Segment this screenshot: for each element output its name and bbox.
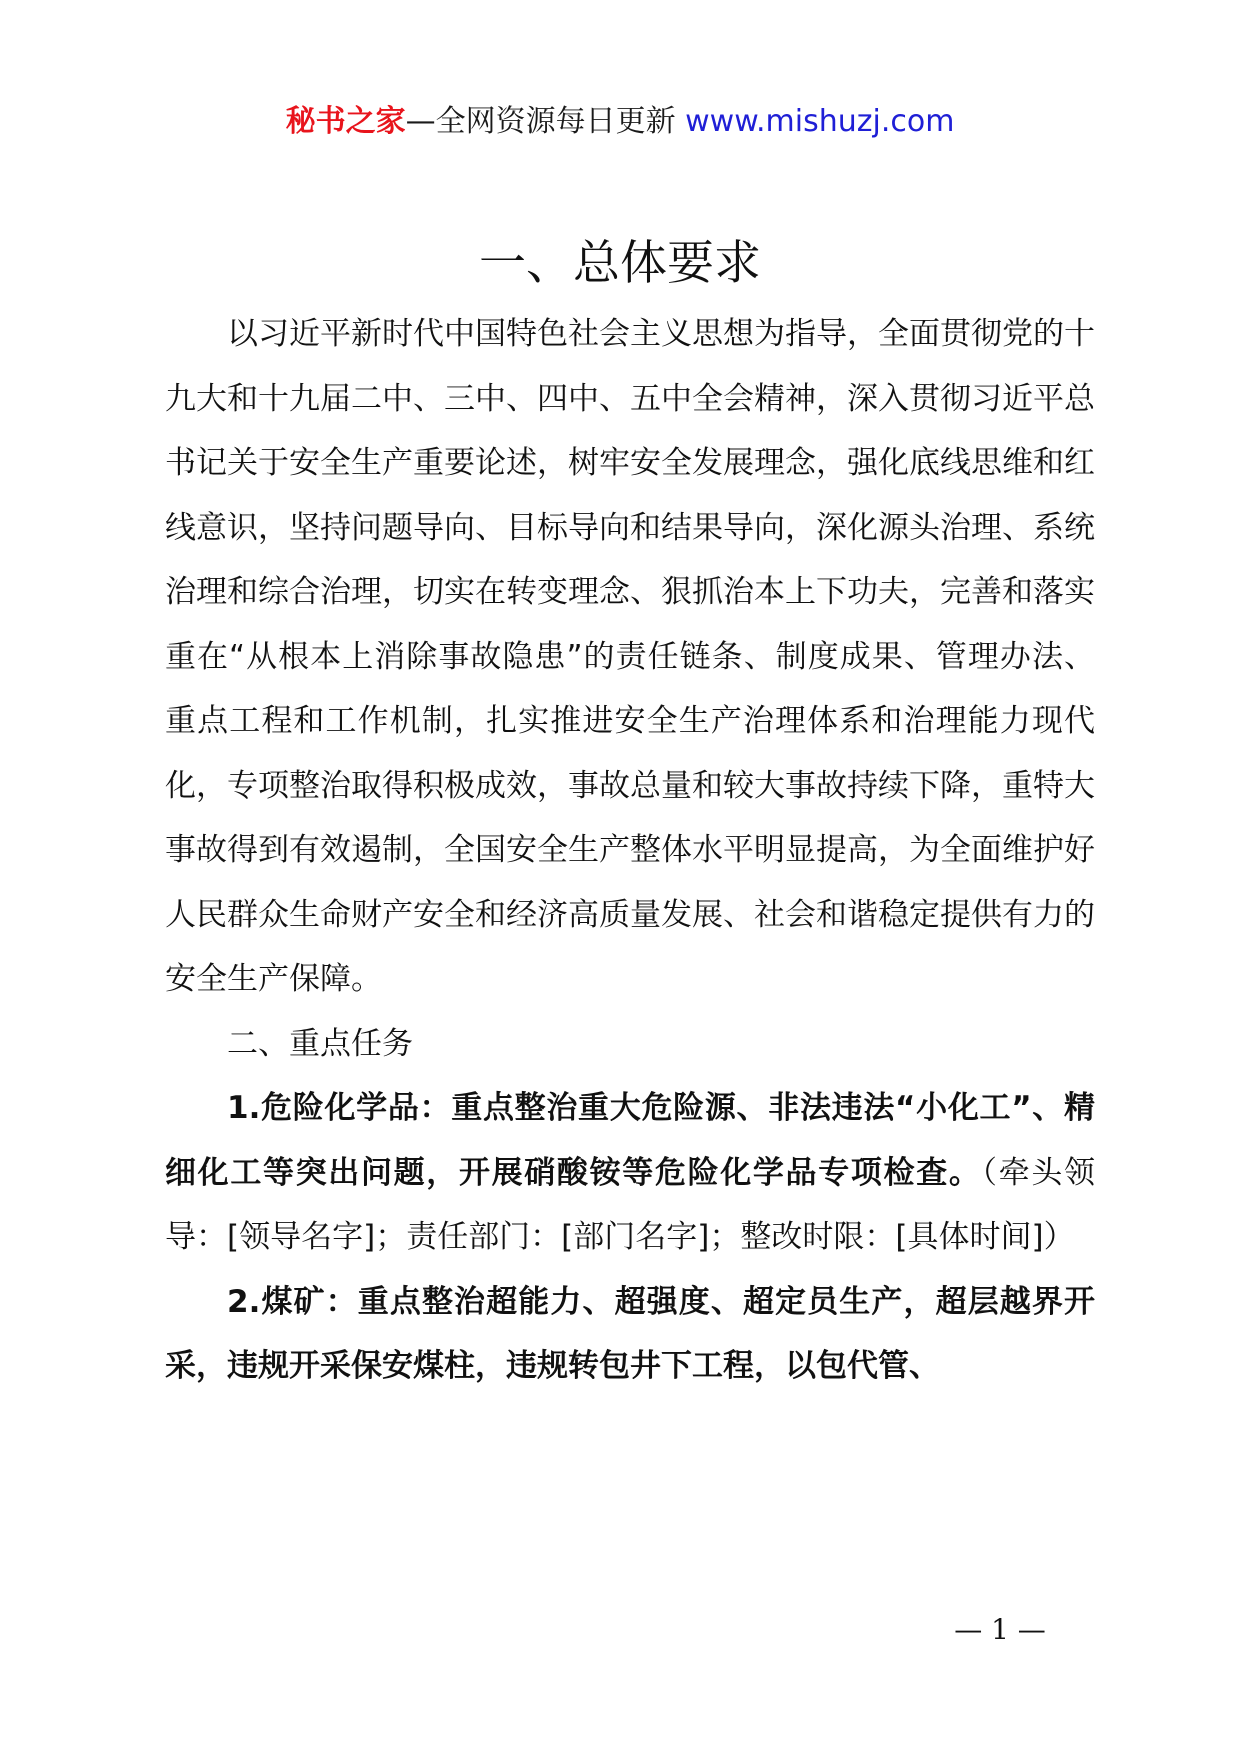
section-one-paragraph: 以习近平新时代中国特色社会主义思想为指导，全面贯彻党的十九大和十九届二中、三中、四中、五中全会精神，深入贯彻习近平总书记关于安全生产重要论述，树牢安全发展理念，强化底线思维和红线意识，坚持问题导向、目标导向和结果导向，深化源头治理、系统治理和综合治理，切实在转变理念、狠抓治本上下功夫，完善和落实重在“从根本上消除事故隐患”的责任链条、制度成果、管理办法、重点工程和工作机制，扎实推进安全生产治理体系和治理能力现代化，专项整治取得积极成效，事故总量和较大事故持续下降，重特大事故得到有效遏制，全国安全生产整体水平明显提高，为全面维护好人民群众生命财产安全和经济高质量发展、社会和谐稳定提供有力的安全生产保障。	[165, 316, 1095, 997]
task-item-1-heading: 1.危险化学品：重点整治重大危险源、非法违法“小化工”、精细化工等突出问题，开展硝酸铵等危险化学品专项检查。	[165, 1090, 1095, 1191]
document-body	[165, 302, 1095, 1399]
task-item-1-details: （牵头领导：[领导名字]；责任部门：[部门名字]；整改时限：[具体时间]）	[165, 1154, 1095, 1255]
task-item-2-heading: 2.煤矿：重点整治超能力、超强度、超定员生产，超层越界开采，违规开采保安煤柱，违规转包井下工程，以包代管、	[165, 1283, 1095, 1384]
section-two-title: 二、重点任务	[227, 1025, 413, 1062]
brand-name: 秘书之家	[285, 104, 406, 139]
header-slogan: —全网资源每日更新	[405, 104, 676, 139]
page-number: — 1 —	[954, 1613, 1046, 1646]
site-header	[0, 100, 1240, 144]
site-url-link[interactable]: www.mishuzj.com	[685, 104, 955, 139]
task-item-1	[165, 1076, 1095, 1270]
task-item-2	[165, 1270, 1095, 1399]
section-one-title: 一、总体要求	[479, 236, 761, 291]
